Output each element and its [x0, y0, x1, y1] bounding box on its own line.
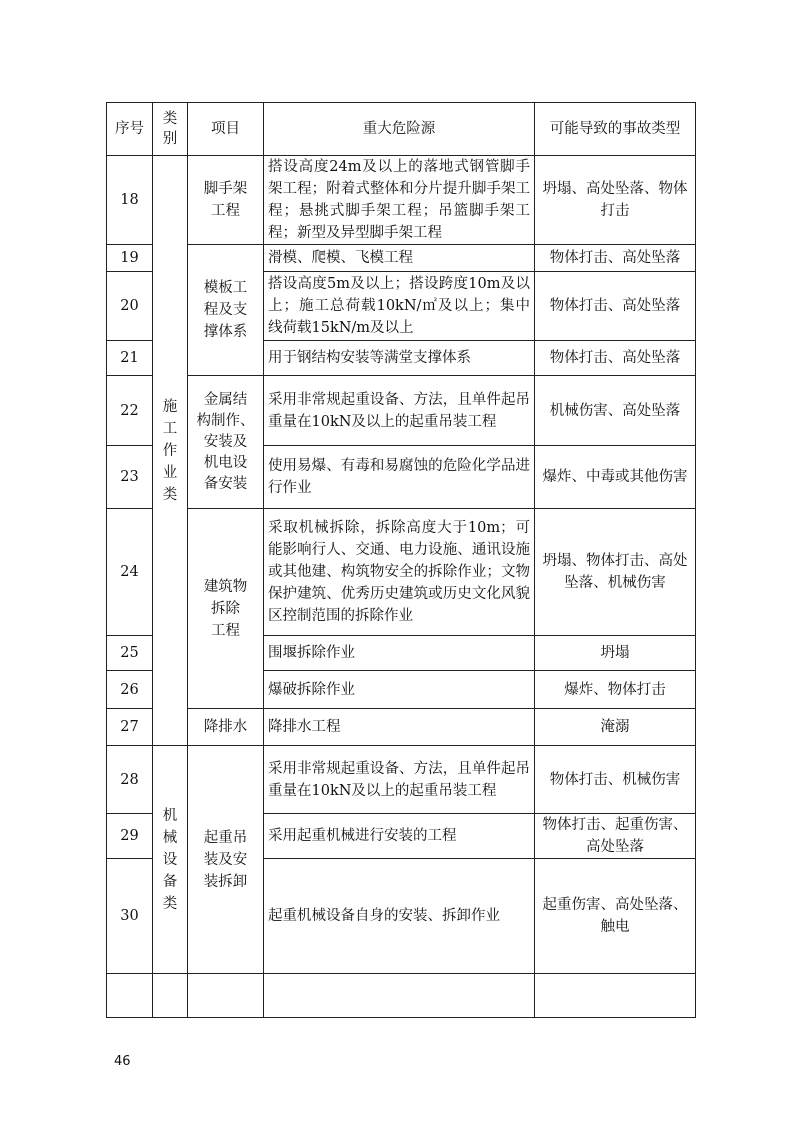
- accident-cell: 爆炸、中毒或其他伤害: [535, 446, 696, 509]
- accident-cell: 坍塌、物体打击、高处坠落、机械伤害: [535, 509, 696, 636]
- accident-cell: 物体打击、机械伤害: [535, 746, 696, 814]
- table-row: [107, 245, 696, 272]
- header-item: 项目: [188, 103, 264, 156]
- hazard-cell: 搭设高度5m及以上；搭设跨度10m及以上；施工总荷载10kN/㎡及以上；集中线荷载15kN/m及以上: [264, 272, 535, 341]
- row-no: 26: [107, 671, 153, 709]
- table-row: [107, 709, 696, 746]
- item-demolition: 建筑物 拆除 工程: [188, 509, 264, 709]
- accident-cell: 坍塌: [535, 636, 696, 671]
- hazard-cell: 用于钢结构安装等满堂支撑体系: [264, 341, 535, 376]
- item-formwork: 模板工 程及支 撑体系: [188, 245, 264, 376]
- row-no: 29: [107, 814, 153, 859]
- hazard-cell: 采用非常规起重设备、方法，且单件起吊重量在10kN及以上的起重吊装工程: [264, 746, 535, 814]
- hazard-cell: 滑模、爬模、飞模工程: [264, 245, 535, 272]
- table-row: [107, 156, 696, 245]
- header-no: 序号: [107, 103, 153, 156]
- item-metal: 金属结 构制作、 安装及 机电设 备安装: [188, 376, 264, 509]
- header-row: [107, 103, 696, 156]
- accident-cell: 物体打击、高处坠落: [535, 341, 696, 376]
- accident-cell: 物体打击、高处坠落: [535, 245, 696, 272]
- hazard-cell: 采用起重机械进行安装的工程: [264, 814, 535, 859]
- table-row: [107, 509, 696, 636]
- accident-cell: 物体打击、高处坠落: [535, 272, 696, 341]
- row-no: 24: [107, 509, 153, 636]
- table-row: [107, 746, 696, 814]
- accident-cell: 物体打击、起重伤害、高处坠落: [535, 814, 696, 859]
- hazard-cell: 起重机械设备自身的安装、拆卸作业: [264, 859, 535, 974]
- header-category: 类 别: [153, 103, 188, 156]
- row-no: 23: [107, 446, 153, 509]
- hazard-cell: 爆破拆除作业: [264, 671, 535, 709]
- row-no: 21: [107, 341, 153, 376]
- row-no: 25: [107, 636, 153, 671]
- empty-cell: [264, 974, 535, 1018]
- page-number: 46: [114, 1054, 131, 1069]
- hazard-cell: 围堰拆除作业: [264, 636, 535, 671]
- row-no: 22: [107, 376, 153, 446]
- accident-cell: 淹溺: [535, 709, 696, 746]
- row-no: 19: [107, 245, 153, 272]
- empty-cell: [107, 974, 153, 1018]
- accident-cell: 机械伤害、高处坠落: [535, 376, 696, 446]
- header-accident: 可能导致的事故类型: [535, 103, 696, 156]
- accident-cell: 爆炸、物体打击: [535, 671, 696, 709]
- accident-cell: 坍塌、高处坠落、物体打击: [535, 156, 696, 245]
- hazard-table: [106, 102, 696, 1018]
- hazard-cell: 采用非常规起重设备、方法，且单件起吊重量在10kN及以上的起重吊装工程: [264, 376, 535, 446]
- empty-row: [107, 974, 696, 1018]
- item-dewater: 降排水: [188, 709, 264, 746]
- hazard-cell: 降排水工程: [264, 709, 535, 746]
- row-no: 27: [107, 709, 153, 746]
- table-row: [107, 376, 696, 446]
- hazard-cell: 搭设高度24m及以上的落地式钢管脚手架工程；附着式整体和分片提升脚手架工程；悬挑式脚手架工程；吊篮脚手架工程；新型及异型脚手架工程: [264, 156, 535, 245]
- row-no: 20: [107, 272, 153, 341]
- item-crane: 起重吊 装及安 装拆卸: [188, 746, 264, 974]
- category-construction: 施 工 作 业 类: [153, 156, 188, 746]
- item-scaffold: 脚手架 工程: [188, 156, 264, 245]
- header-hazard: 重大危险源: [264, 103, 535, 156]
- empty-cell: [535, 974, 696, 1018]
- hazard-cell: 采取机械拆除，拆除高度大于10m；可能影响行人、交通、电力设施、通讯设施或其他建、构筑物安全的拆除作业；文物保护建筑、优秀历史建筑或历史文化风貌区控制范围的拆除作业: [264, 509, 535, 636]
- row-no: 30: [107, 859, 153, 974]
- hazard-cell: 使用易爆、有毒和易腐蚀的危险化学品进行作业: [264, 446, 535, 509]
- accident-cell: 起重伤害、高处坠落、触电: [535, 859, 696, 974]
- category-machinery: 机 械 设 备 类: [153, 746, 188, 974]
- row-no: 28: [107, 746, 153, 814]
- row-no: 18: [107, 156, 153, 245]
- empty-cell: [153, 974, 188, 1018]
- empty-cell: [188, 974, 264, 1018]
